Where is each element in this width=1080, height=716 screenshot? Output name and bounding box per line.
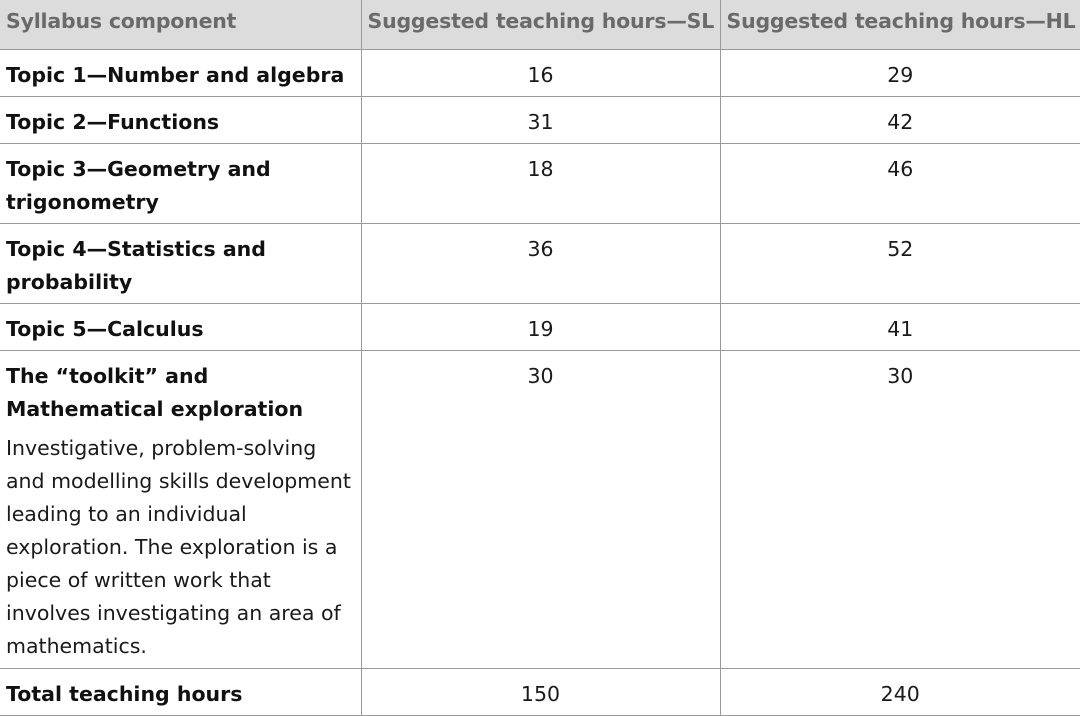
header-row xyxy=(0,0,1080,49)
table-row-topic-3 xyxy=(0,143,1080,223)
sl-hours-cell: 18 xyxy=(361,143,720,223)
component-title: The “toolkit” and Mathematical exploration xyxy=(6,363,304,421)
component-cell xyxy=(0,49,361,96)
header-hours-sl: Suggested teaching hours—SL xyxy=(361,0,720,49)
component-title: Topic 3—Geometry and trigonometry xyxy=(6,156,271,214)
component-cell xyxy=(0,350,361,668)
component-title: Topic 4—Statistics and probability xyxy=(6,236,266,294)
hl-hours-cell: 29 xyxy=(720,49,1080,96)
component-cell xyxy=(0,223,361,303)
total-sl-cell: 150 xyxy=(361,668,720,715)
table-row-topic-4 xyxy=(0,223,1080,303)
header-syllabus-component: Syllabus component xyxy=(0,0,361,49)
component-title: Topic 5—Calculus xyxy=(6,316,204,341)
sl-hours-cell: 36 xyxy=(361,223,720,303)
component-cell xyxy=(0,143,361,223)
hl-hours-cell: 46 xyxy=(720,143,1080,223)
table-row-topic-2 xyxy=(0,96,1080,143)
total-hl-cell: 240 xyxy=(720,668,1080,715)
sl-hours-cell: 30 xyxy=(361,350,720,668)
total-label-cell xyxy=(0,668,361,715)
component-title: Topic 2—Functions xyxy=(6,109,220,134)
hl-hours-cell: 42 xyxy=(720,96,1080,143)
table-row-topic-1 xyxy=(0,49,1080,96)
component-description: Investigative, problem-solving and modelling skills development leading to an individual exploration. The exploration is a piece of written work that involves investigating an area of mathematics. xyxy=(6,435,351,658)
hl-hours-cell: 41 xyxy=(720,303,1080,350)
sl-hours-cell: 16 xyxy=(361,49,720,96)
component-cell xyxy=(0,303,361,350)
table-row-toolkit xyxy=(0,350,1080,668)
table-row-topic-5 xyxy=(0,303,1080,350)
component-cell xyxy=(0,96,361,143)
hl-hours-cell: 52 xyxy=(720,223,1080,303)
component-title: Topic 1—Number and algebra xyxy=(6,62,345,87)
table-row-total xyxy=(0,668,1080,715)
sl-hours-cell: 31 xyxy=(361,96,720,143)
sl-hours-cell: 19 xyxy=(361,303,720,350)
header-hours-hl: Suggested teaching hours—HL xyxy=(720,0,1080,49)
total-label: Total teaching hours xyxy=(6,681,243,706)
hl-hours-cell: 30 xyxy=(720,350,1080,668)
